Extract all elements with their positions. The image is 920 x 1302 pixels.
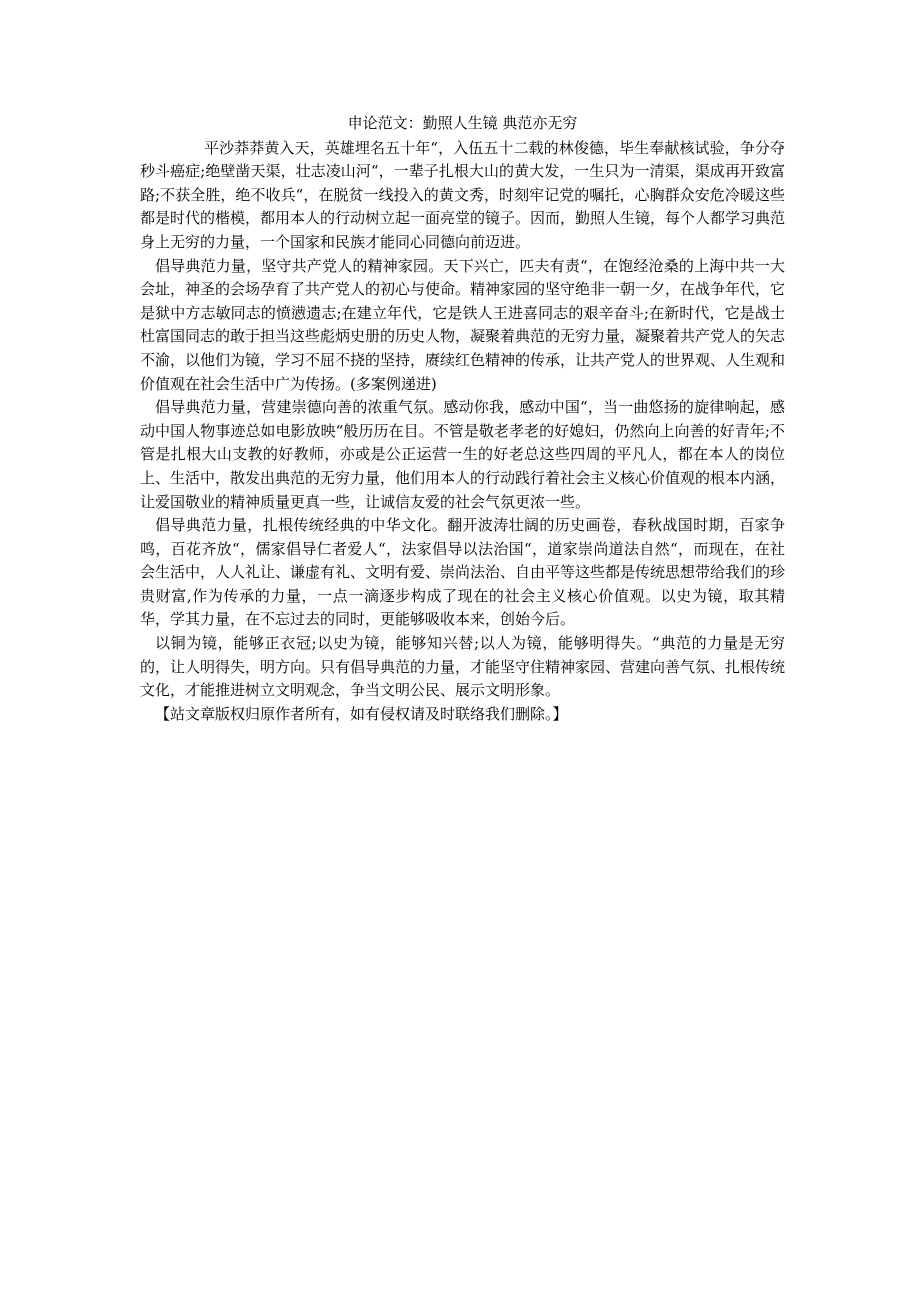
copyright-notice: 【站文章版权归原作者所有，如有侵权请及时联络我们删除。】	[155, 704, 568, 723]
paragraph-conclusion: 以铜为镜，能够正衣冠;以史为镜，能够知兴替;以人为镜，能够明得失。“典范的力量是无穷的，让人明得失，明方向。只有倡导典范的力量，才能坚守住精神家园、营建向善气氛、扎根传统文化，才能推进树立文明观念，争当文明公民、展示文明形象。	[140, 634, 786, 700]
document-title: 申论范文：勤照人生镜 典范亦无穷	[347, 114, 578, 132]
document-body	[140, 112, 785, 726]
paragraph-moral-atmosphere: 倡导典范力量，营建崇德向善的浓重气氛。感动你我，感动中国“，当一曲悠扬的旋律响起，感动中国人物事迹总如电影放映“般历历在目。不管是敬老孝老的好媳妇，仍然向上向善的好青年;不管是扎根大山支教的好教师，亦或是公正运营一生的好老总这些四周的平凡人，都在本人的岗位上、生活中，散发出典范的无穷力量，他们用本人的行动践行着社会主义核心价值观的根本内涵，让爱国敬业的精神质量更真一些，让诚信友爱的社会气氛更浓一些。	[140, 398, 786, 511]
paragraph-spiritual-home: 倡导典范力量，坚守共产党人的精神家园。天下兴亡，匹夫有责“，在饱经沧桑的上海中共一大会址，神圣的会场孕育了共产党人的初心与使命。精神家园的坚守绝非一朝一夕，在战争年代，它是狱中方志敏同志的愤懑遗志;在建立年代，它是铁人王进喜同志的艰辛奋斗;在新时代，它是战士杜富国同志的敢于担当这些彪炳史册的历史人物，凝聚着典范的无穷力量，凝聚着共产党人的矢志不渝，以他们为镜，学习不屈不挠的坚持，赓续红色精神的传承，让共产党人的世界观、人生观和价值观在社会生活中广为传扬。(多案例递进)	[140, 256, 786, 393]
paragraph-intro: 平沙莽莽黄入天，英雄埋名五十年“，入伍五十二载的林俊德，毕生奉献核试验，争分夺秒斗癌症;绝壁凿天渠，壮志凌山河“，一辈子扎根大山的黄大发，一生只为一清渠，渠成再开致富路;不获全胜，绝不收兵“，在脱贫一线投入的黄文秀，时刻牢记党的嘱托，心胸群众安危冷暖这些都是时代的楷模，都用本人的行动树立起一面亮堂的镜子。因而，勤照人生镜，每个人都学习典范身上无穷的力量，一个国家和民族才能同心同德向前迈进。	[140, 138, 786, 251]
paragraph-traditional-culture: 倡导典范力量，扎根传统经典的中华文化。翻开波涛壮阔的历史画卷，春秋战国时期，百家争鸣，百花齐放“，儒家倡导仁者爱人“，法家倡导以法治国“，道家崇尚道法自然“，而现在，在社会生活中，人人礼让、谦虚有礼、文明有爱、崇尚法治、自由平等这些都是传统思想带给我们的珍贵财富,作为传承的力量，一点一滴逐步构成了现在的社会主义核心价值观。以史为镜，取其精华，学其力量，在不忘过去的同时，更能够吸收本来，创始今后。	[140, 516, 786, 629]
